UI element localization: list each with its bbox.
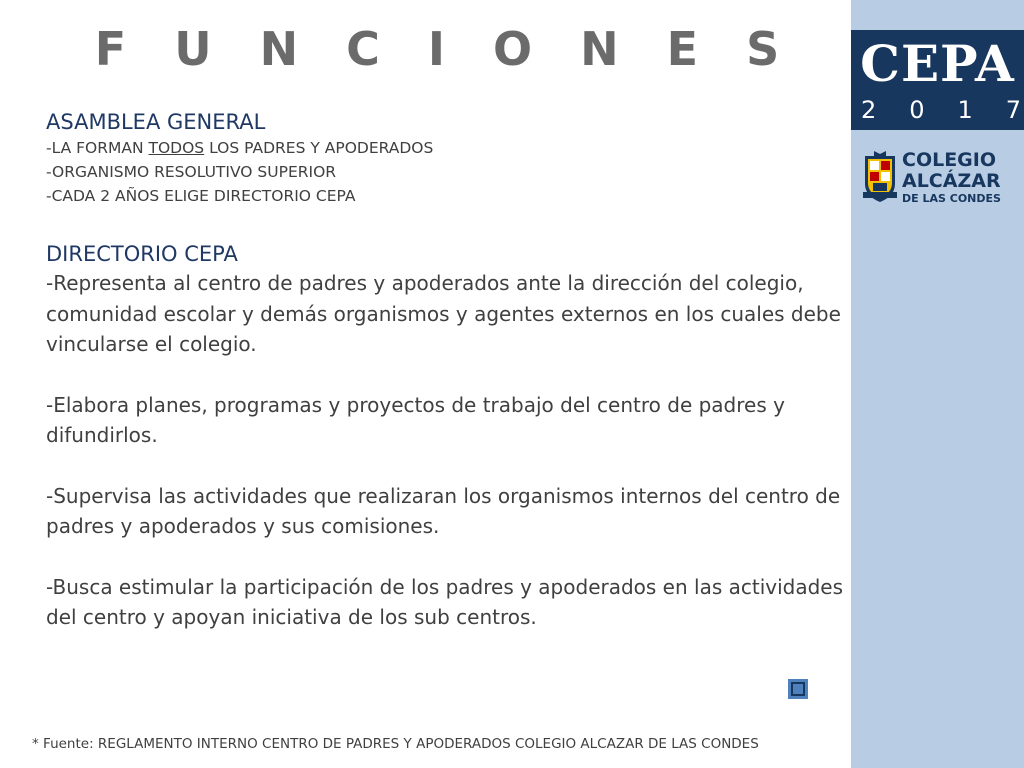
spacer xyxy=(46,360,846,390)
asamblea-heading: ASAMBLEA GENERAL xyxy=(46,110,266,134)
asamblea-line-1-prefix: -LA FORMAN xyxy=(46,139,149,157)
school-name-line-2: ALCÁZAR xyxy=(902,170,1001,192)
directorio-paragraph-2: -Elabora planes, programas y proyectos de trabajo del centro de padres y difundirlos. xyxy=(46,392,785,447)
spacer xyxy=(46,208,846,240)
slide-content xyxy=(46,108,846,633)
year-digit: 1 xyxy=(957,96,973,124)
cepa-logo xyxy=(851,30,1024,130)
school-logo xyxy=(862,148,1022,208)
year-digit: 0 xyxy=(909,96,925,124)
directorio-paragraph-3: -Supervisa las actividades que realizaran los organismos internos del centro de padres y apoderados y sus comisiones. xyxy=(46,483,841,538)
source-footnote: * Fuente: REGLAMENTO INTERNO CENTRO DE PADRES Y APODERADOS COLEGIO ALCAZAR DE LAS CONDES xyxy=(32,736,759,752)
asamblea-line-3: -CADA 2 AÑOS ELIGE DIRECTORIO CEPA xyxy=(46,187,356,205)
directorio-paragraph-1: -Representa al centro de padres y apoderados ante la dirección del colegio, comunidad escolar y demás organismos y agentes externos en los cuales debe vincularse el colegio. xyxy=(46,271,841,356)
school-name xyxy=(902,150,1001,206)
asamblea-line-1 xyxy=(46,136,846,160)
year-digit: 7 xyxy=(1005,96,1021,124)
spacer xyxy=(46,451,846,481)
spacer xyxy=(46,542,846,572)
asamblea-line-1-underlined: TODOS xyxy=(148,139,205,157)
slide-nav-button[interactable] xyxy=(788,679,808,699)
directorio-heading: DIRECTORIO CEPA xyxy=(46,242,238,266)
school-name-line-3: DE LAS CONDES xyxy=(902,192,1001,205)
slide-title: F U N C I O N E S xyxy=(94,22,796,76)
directorio-paragraph-4: -Busca estimular la participación de los padres y apoderados en las actividades del centro y apoyan iniciativa de los sub centros. xyxy=(46,574,844,629)
school-name-line-1: COLEGIO xyxy=(902,149,996,171)
asamblea-line-2: -ORGANISMO RESOLUTIVO SUPERIOR xyxy=(46,163,337,181)
year-digit: 2 xyxy=(861,96,877,124)
school-crest-icon xyxy=(862,150,898,204)
cepa-logo-year xyxy=(861,96,1021,124)
cepa-logo-word: CEPA xyxy=(860,34,1015,93)
asamblea-line-1-suffix: LOS PADRES Y APODERADOS xyxy=(204,139,434,157)
